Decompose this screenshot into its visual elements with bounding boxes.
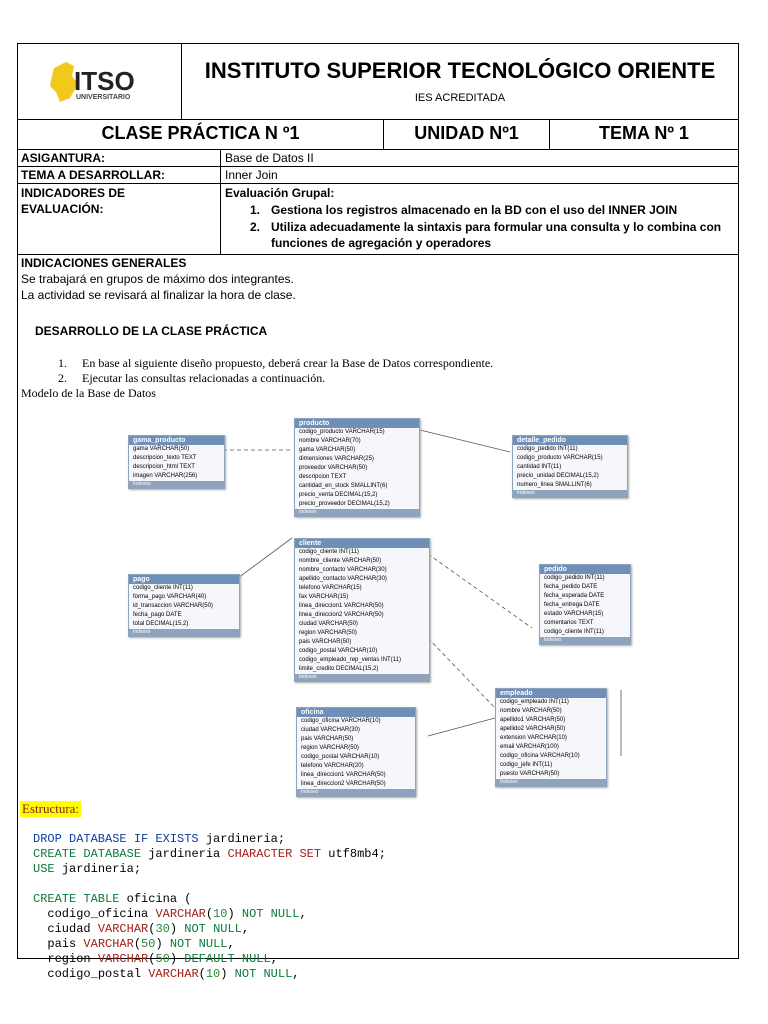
indicadores-row (18, 184, 738, 255)
tema-value: Inner Join (225, 168, 278, 182)
field: id_transaccion VARCHAR(50) (133, 603, 213, 609)
evaluacion-title: Evaluación Grupal: (225, 186, 335, 200)
field: codigo_oficina VARCHAR(10) (301, 718, 381, 724)
field: puesto VARCHAR(50) (500, 771, 560, 777)
field: apellido2 VARCHAR(50) (500, 726, 566, 732)
accreditation-subtitle: IES ACREDITADA (414, 92, 506, 104)
modelo-label: Modelo de la Base de Datos (21, 386, 156, 400)
asignatura-row (18, 150, 738, 167)
field: nombre VARCHAR(50) (500, 708, 562, 714)
field: forma_pago VARCHAR(40) (133, 594, 207, 600)
field: codigo_pedido INT(11) (544, 575, 605, 581)
field: codigo_cliente INT(11) (544, 629, 604, 635)
table-title: gama_producto (129, 436, 224, 445)
field: fecha_entrega DATE (544, 602, 600, 608)
indexes-footer: Indexes (129, 481, 224, 488)
asignatura-value: Base de Datos II (225, 151, 314, 165)
field: codigo_cliente INT(11) (133, 585, 193, 591)
field: codigo_pedido INT(11) (517, 446, 578, 452)
field: descripcion TEXT (299, 474, 347, 480)
table-producto[interactable] (294, 418, 420, 517)
code-line-8: pais VARCHAR(50) NOT NULL, (47, 937, 235, 951)
indicator-item-2a: Utiliza adecuadamente la sintaxis para formular una consulta y lo combina con (271, 220, 722, 234)
estructura-label: Estructura: (22, 801, 80, 816)
field: codigo_postal VARCHAR(10) (299, 648, 378, 654)
field: imagen VARCHAR(256) (133, 473, 198, 479)
field: telefono VARCHAR(15) (299, 585, 362, 591)
field: estado VARCHAR(15) (544, 611, 604, 617)
table-pedido[interactable] (539, 564, 631, 645)
field: codigo_empleado INT(11) (500, 699, 569, 705)
field: codigo_empleado_rep_ventas INT(11) (299, 657, 401, 663)
field: linea_direccion1 VARCHAR(50) (301, 772, 386, 778)
step-2: Ejecutar las consultas relacionadas a continuación. (82, 371, 326, 385)
sql-code-block (33, 817, 386, 1012)
logo-subtext: UNIVERSITARIO (76, 94, 131, 101)
field: extension VARCHAR(10) (500, 735, 567, 741)
table-title: cliente (295, 539, 429, 548)
code-line-2: CREATE DATABASE jardineria CHARACTER SET utf8mb4; (33, 847, 386, 861)
tema-row (18, 167, 738, 184)
code-line-5: CREATE TABLE oficina ( (33, 892, 192, 906)
field: gama VARCHAR(50) (299, 447, 356, 453)
code-line-10: codigo_postal VARCHAR(10) NOT NULL, (47, 967, 300, 981)
indicadores-label-1: INDICADORES DE (21, 186, 126, 200)
tema-label: TEMA A DESARROLLAR: (21, 168, 165, 182)
step-1-number: 1. (58, 356, 67, 370)
indicaciones-line-2: La actividad se revisará al finalizar la hora de clase. (21, 288, 296, 302)
field: apellido_contacto VARCHAR(30) (299, 576, 387, 582)
field: descripcion_html TEXT (133, 464, 195, 470)
table-title: pago (129, 575, 239, 584)
desarrollo-title: DESARROLLO DE LA CLASE PRÁCTICA (35, 324, 268, 338)
field: codigo_jefe INT(11) (500, 762, 553, 768)
table-title: empleado (496, 689, 606, 698)
field: cantidad_en_stock SMALLINT(6) (299, 483, 388, 489)
indexes-footer: Indexes (297, 789, 415, 796)
table-oficina[interactable] (296, 707, 416, 797)
field: precio_unidad DECIMAL(15,2) (517, 473, 599, 479)
field: fax VARCHAR(15) (299, 594, 349, 600)
code-line-3: USE jardineria; (33, 862, 142, 876)
clase-practica-title: CLASE PRÁCTICA N º1 (101, 123, 300, 143)
field: ciudad VARCHAR(30) (301, 727, 360, 733)
field: fecha_pago DATE (133, 612, 182, 618)
indicaciones-line-1: Se trabajará en grupos de máximo dos integrantes. (21, 272, 294, 286)
tema-title: TEMA Nº 1 (599, 123, 689, 143)
field: gama VARCHAR(50) (133, 446, 190, 452)
field: linea_direccion2 VARCHAR(50) (301, 781, 386, 787)
field: proveedor VARCHAR(50) (299, 465, 368, 471)
code-line-7: ciudad VARCHAR(30) NOT NULL, (47, 922, 250, 936)
table-pago[interactable] (128, 574, 240, 637)
field: cantidad INT(11) (517, 464, 562, 470)
field: codigo_cliente INT(11) (299, 549, 359, 555)
field: codigo_producto VARCHAR(15) (517, 455, 603, 461)
code-line-9: region VARCHAR(50) DEFAULT NULL, (47, 952, 278, 966)
document-page (17, 43, 739, 981)
field: limite_credito DECIMAL(15,2) (299, 666, 379, 672)
indexes-footer: Indexes (513, 490, 627, 497)
field: codigo_producto VARCHAR(15) (299, 429, 385, 435)
field: linea_direccion2 VARCHAR(50) (299, 612, 384, 618)
field: pais VARCHAR(50) (299, 639, 352, 645)
svg-text:ITSO: ITSO (74, 66, 135, 96)
field: pais VARCHAR(50) (301, 736, 354, 742)
field: numero_linea SMALLINT(6) (517, 482, 592, 488)
indexes-footer: Indexes (295, 674, 429, 681)
table-empleado[interactable] (495, 688, 607, 787)
logo-cell (18, 44, 182, 119)
field: nombre VARCHAR(70) (299, 438, 361, 444)
field: dimensiones VARCHAR(25) (299, 456, 374, 462)
field: descripcion_texto TEXT (133, 455, 197, 461)
indexes-footer: Indexes (496, 779, 606, 786)
table-title: detalle_pedido (513, 436, 627, 445)
table-title: pedido (540, 565, 630, 574)
indexes-footer: Indexes (129, 629, 239, 636)
field: linea_direccion1 VARCHAR(50) (299, 603, 384, 609)
field: apellido1 VARCHAR(50) (500, 717, 566, 723)
document-header (18, 44, 738, 120)
field: telefono VARCHAR(20) (301, 763, 364, 769)
field: precio_venta DECIMAL(15,2) (299, 492, 378, 498)
indicaciones-title: INDICACIONES GENERALES (21, 256, 187, 270)
field: region VARCHAR(50) (301, 745, 359, 751)
table-cliente[interactable] (294, 538, 430, 682)
class-header-row (18, 120, 738, 150)
er-diagram (118, 406, 618, 806)
item1-number: 1. (250, 203, 261, 217)
code-line-6: codigo_oficina VARCHAR(10) NOT NULL, (47, 907, 307, 921)
field: total DECIMAL(15,2) (133, 621, 189, 627)
field: fecha_pedido DATE (544, 584, 598, 590)
indicadores-label-2: EVALUACIÓN: (21, 202, 104, 216)
item2-number: 2. (250, 220, 261, 234)
code-line-1: DROP DATABASE IF EXISTS jardineria; (33, 832, 286, 846)
indicator-item-1: Gestiona los registros almacenado en la BD con el uso del INNER JOIN (271, 203, 678, 217)
indexes-footer: Indexes (295, 509, 419, 516)
institute-title: INSTITUTO SUPERIOR TECNOLÓGICO ORIENTE (204, 58, 716, 83)
step-1: En base al siguiente diseño propuesto, deberá crear la Base de Datos correspondiente. (82, 356, 494, 370)
field: region VARCHAR(50) (299, 630, 357, 636)
field: nombre_contacto VARCHAR(30) (299, 567, 387, 573)
unidad-title: UNIDAD Nº1 (414, 123, 519, 143)
field: precio_proveedor DECIMAL(15,2) (299, 501, 390, 507)
field: comentarios TEXT (544, 620, 594, 626)
field: codigo_oficina VARCHAR(10) (500, 753, 580, 759)
indexes-footer: Indexes (540, 637, 630, 644)
field: codigo_postal VARCHAR(10) (301, 754, 380, 760)
indicator-item-2b: funciones de agregación y operadores (271, 236, 492, 250)
table-title: oficina (297, 708, 415, 717)
field: ciudad VARCHAR(50) (299, 621, 358, 627)
field: email VARCHAR(100) (500, 744, 559, 750)
table-title: producto (295, 419, 419, 428)
step-2-number: 2. (58, 371, 67, 385)
asignatura-label: ASIGANTURA: (21, 151, 105, 165)
field: nombre_cliente VARCHAR(50) (299, 558, 382, 564)
table-gama-producto[interactable] (128, 435, 225, 489)
table-detalle-pedido[interactable] (512, 435, 628, 498)
field: fecha_esperada DATE (544, 593, 605, 599)
